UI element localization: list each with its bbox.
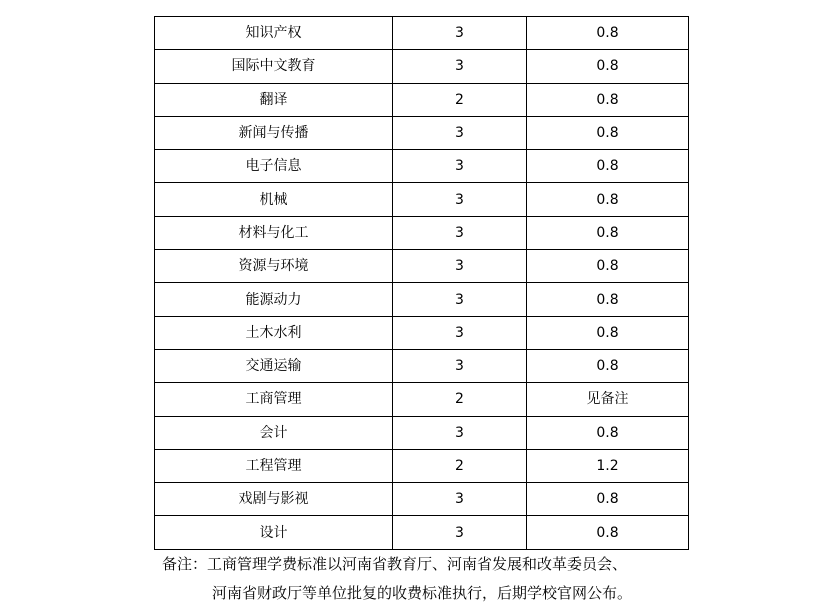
fee-cell: 0.8 (527, 17, 689, 50)
years-cell: 3 (393, 516, 527, 549)
fee-cell: 0.8 (527, 83, 689, 116)
major-cell: 戏剧与影视 (155, 483, 393, 516)
major-cell: 翻译 (155, 83, 393, 116)
major-cell: 工商管理 (155, 383, 393, 416)
years-cell: 3 (393, 250, 527, 283)
fee-cell: 0.8 (527, 483, 689, 516)
major-cell: 资源与环境 (155, 250, 393, 283)
major-cell: 土木水利 (155, 316, 393, 349)
major-cell: 工程管理 (155, 449, 393, 482)
major-cell: 电子信息 (155, 150, 393, 183)
fee-cell: 0.8 (527, 50, 689, 83)
table-row (155, 83, 689, 116)
table-row (155, 183, 689, 216)
fee-table (154, 16, 689, 550)
table-row (155, 250, 689, 283)
years-cell: 3 (393, 50, 527, 83)
table-row (155, 116, 689, 149)
years-cell: 3 (393, 17, 527, 50)
note-line-1: 备注：工商管理学费标准以河南省教育厅、河南省发展和改革委员会、 (162, 555, 628, 573)
table-row (155, 516, 689, 549)
years-cell: 3 (393, 416, 527, 449)
table-row (155, 349, 689, 382)
years-cell: 3 (393, 316, 527, 349)
years-cell: 3 (393, 283, 527, 316)
major-cell: 新闻与传播 (155, 116, 393, 149)
years-cell: 3 (393, 349, 527, 382)
years-cell: 2 (393, 383, 527, 416)
fee-cell: 1.2 (527, 449, 689, 482)
fee-cell: 0.8 (527, 183, 689, 216)
fee-cell: 0.8 (527, 416, 689, 449)
years-cell: 3 (393, 150, 527, 183)
table-row (155, 150, 689, 183)
major-cell: 设计 (155, 516, 393, 549)
fee-table-body (155, 17, 689, 550)
fee-cell: 0.8 (527, 150, 689, 183)
major-cell: 知识产权 (155, 17, 393, 50)
years-cell: 3 (393, 183, 527, 216)
table-row (155, 50, 689, 83)
fee-cell: 0.8 (527, 116, 689, 149)
table-row (155, 216, 689, 249)
table-row (155, 316, 689, 349)
major-cell: 交通运输 (155, 349, 393, 382)
fee-cell: 0.8 (527, 349, 689, 382)
major-cell: 会计 (155, 416, 393, 449)
table-row (155, 449, 689, 482)
note-line-2: 河南省财政厅等单位批复的收费标准执行，后期学校官网公布。 (212, 584, 633, 602)
fee-cell: 0.8 (527, 516, 689, 549)
table-row (155, 17, 689, 50)
fee-cell: 0.8 (527, 250, 689, 283)
fee-cell: 见备注 (527, 383, 689, 416)
fee-cell: 0.8 (527, 316, 689, 349)
fee-cell: 0.8 (527, 216, 689, 249)
years-cell: 2 (393, 449, 527, 482)
major-cell: 国际中文教育 (155, 50, 393, 83)
years-cell: 3 (393, 216, 527, 249)
major-cell: 机械 (155, 183, 393, 216)
major-cell: 能源动力 (155, 283, 393, 316)
table-row (155, 283, 689, 316)
years-cell: 3 (393, 483, 527, 516)
years-cell: 3 (393, 116, 527, 149)
fee-cell: 0.8 (527, 283, 689, 316)
table-row (155, 383, 689, 416)
table-row (155, 416, 689, 449)
major-cell: 材料与化工 (155, 216, 393, 249)
years-cell: 2 (393, 83, 527, 116)
table-row (155, 483, 689, 516)
